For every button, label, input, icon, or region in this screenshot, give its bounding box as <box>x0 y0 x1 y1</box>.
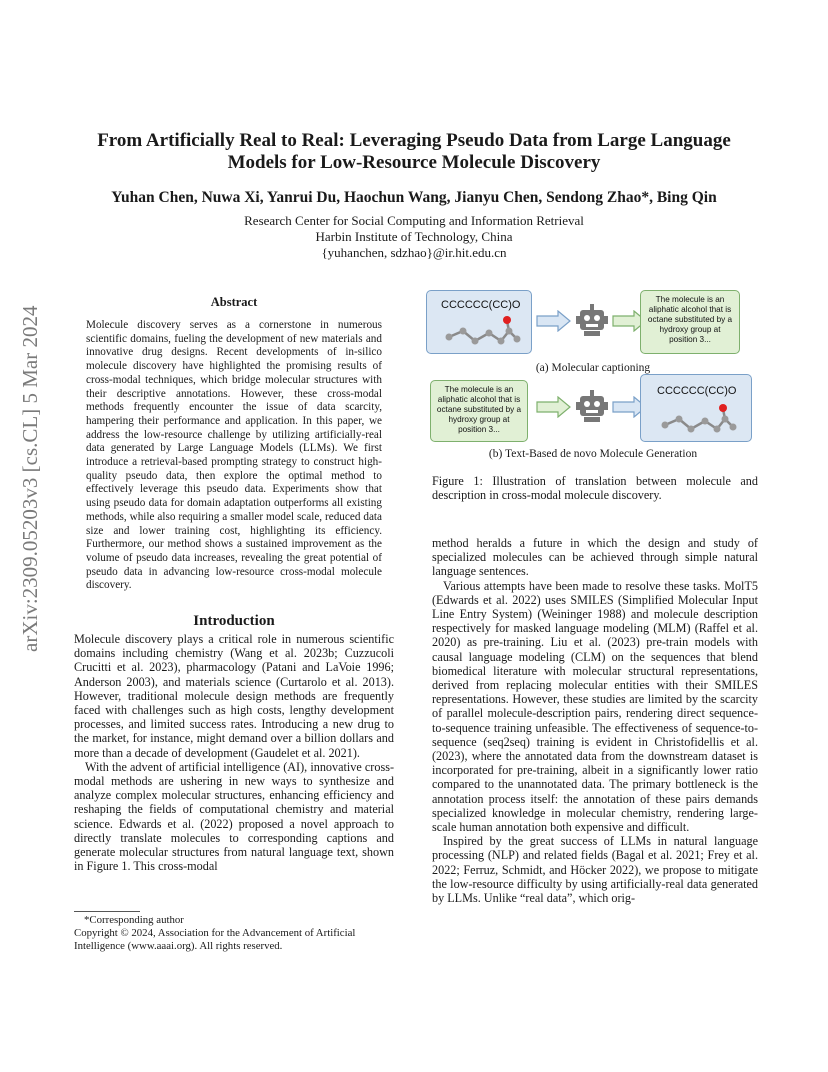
description-box-b <box>430 380 528 442</box>
robot-icon <box>574 302 610 338</box>
subfigure-b-label: (b) Text-Based de novo Molecule Generation <box>488 448 698 460</box>
molecule-description: The molecule is an aliphatic alcohol that is octane substituted by a hydroxy group at position 3... <box>436 385 522 434</box>
paragraph: Various attempts have been made to resolve these tasks. MolT5 (Edwards et al. 2022) uses SMILES (Simplified Molecular Input Line Entry System) (Weininger 1988) and molecule description respectively for masked language modeling (MLM) (Raffel et al. 2020) as pre-training. Liu et al. (2023) pre-train models with causal language modeling (CLM) on the sequences that blend biomedical literature with molecular structural representations, derived from replacing molecular entities with their SMILES representations. However, these studies are limited by the scarcity of parallel molecule-description pairs, rendering direct sequence-to-sequence training unfeasible. The effectiveness of sequence-to-sequence (seq2seq) training is evident in Christofidellis et al. (2023), where the annotated data from the downstream dataset is incorporated for pre-training, albeit in a significantly lower ratio compared to the unannotated data. The primary bottleneck is the annotation process itself: the annotation of these pairs demands specialized knowledge in molecular chemistry, rendering large-scale human annotation both expensive and difficult. <box>432 578 758 835</box>
molecule-description: The molecule is an aliphatic alcohol that is octane substituted by a hydroxy group at position 3... <box>647 295 733 344</box>
author-list: Yuhan Chen, Nuwa Xi, Yanrui Du, Haochun Wang, Jianyu Chen, Sendong Zhao*, Bing Qin <box>111 189 717 206</box>
molecule-structure-icon <box>641 375 751 441</box>
right-column-body <box>432 536 758 905</box>
abstract-body: Molecule discovery serves as a cornerstone in numerous scientific domains, fueling the development of new materials and innovative drug designs. Recent developments of in-silico molecule discovery have highlighted the promising results of cross-modal techniques, which bridge molecular structures with their descriptive annotations. However, these cross-modal methods frequently encounter the issue of data scarcity, hampering their performance and application. In this paper, we address the low-resource challenge by utilizing artificially-real data generated by Large Language Models (LLMs). We first introduce a retrieval-based prompting strategy to construct high-quality pseudo data, then explore the optimal method to effectively leverage this pseudo data. Experiments show that using pseudo data for domain adaptation outperforms all existing methods, while also requiring a smaller model scale, reduced data size and lower training cost, highlighting its efficiency. Furthermore, our method shows a sustained improvement as the volume of pseudo data increases, revealing the great potential of pseudo data in advancing low-resource cross-modal molecule discovery. <box>86 319 382 592</box>
introduction-body <box>74 632 394 873</box>
paragraph: Molecule discovery plays a critical role in numerous scientific domains including chemistry (Wang et al. 2023b; Cuzzucoli Crucitti et al. 2023), pharmacology (Patani and LaVoie 1996; Anderson 2003), and materials science (Curtarolo et al. 2013). However, traditional molecule design methods are frequently faced with challenges such as high costs, lengthy development processes, and limited success rates. Introducing a new drug to the market, for instance, might demand over a billion dollars and more than a decade of development (Gaudelet et al. 2021). <box>74 632 394 760</box>
smiles-string: CCCCCC(CC)O <box>657 385 737 397</box>
introduction-heading: Introduction <box>193 613 275 629</box>
arrow-right-icon <box>536 310 572 332</box>
smiles-string: CCCCCC(CC)O <box>441 299 521 311</box>
copyright-notice: Copyright © 2024, Association for the Advancement of Artificial Intelligence (www.aaai.org). All rights reserved. <box>74 927 356 953</box>
molecule-structure-icon <box>427 291 531 353</box>
molecule-box-b <box>640 374 752 442</box>
arrow-right-icon <box>536 396 572 418</box>
author-emails: {yuhanchen, sdzhao}@ir.hit.edu.cn <box>321 245 507 260</box>
figure-caption: Figure 1: Illustration of translation between molecule and description in cross-modal molecule discovery. <box>432 474 758 503</box>
description-box-a <box>640 290 740 354</box>
figure-1 <box>426 284 760 464</box>
affiliation <box>200 213 628 261</box>
robot-icon <box>574 388 610 424</box>
paragraph: method heralds a future in which the design and study of specialized molecules can be achieved through simple natural language sentences. <box>432 536 758 579</box>
molecule-box-a <box>426 290 532 354</box>
paragraph: Inspired by the great success of LLMs in natural language processing (NLP) and related fields (Bagal et al. 2021; Frey et al. 2022; Ferruz, Schmidt, and Höcker 2022), we propose to mitigate the low-resource difficulty by using artificially-real data generated by LLMs. Unlike “real data”, which orig- <box>432 834 758 906</box>
paragraph: With the advent of artificial intelligence (AI), innovative cross-modal methods are ushering in new ways to synthesize and analyze complex molecular structures, enhancing efficiency and reshaping the fields of computational chemistry and material science. Edwards et al. (2022) proposed a novel approach to directly translate molecules to corresponding captions and generate molecular structures from natural language text, shown in Figure 1. This cross-modal <box>74 759 394 874</box>
footnote <box>74 914 394 954</box>
corresponding-author-note: *Corresponding author <box>84 914 184 926</box>
footnote-divider <box>74 911 140 912</box>
abstract-heading: Abstract <box>210 295 258 309</box>
paper-title: From Artificially Real to Real: Leveraging Pseudo Data from Large Language Models for Low-Resource Molecule Discovery <box>97 130 731 173</box>
subfigure-a-label: (a) Molecular captioning <box>535 362 651 374</box>
affiliation-line: Harbin Institute of Technology, China <box>315 229 513 244</box>
affiliation-line: Research Center for Social Computing and Information Retrieval <box>244 213 584 228</box>
